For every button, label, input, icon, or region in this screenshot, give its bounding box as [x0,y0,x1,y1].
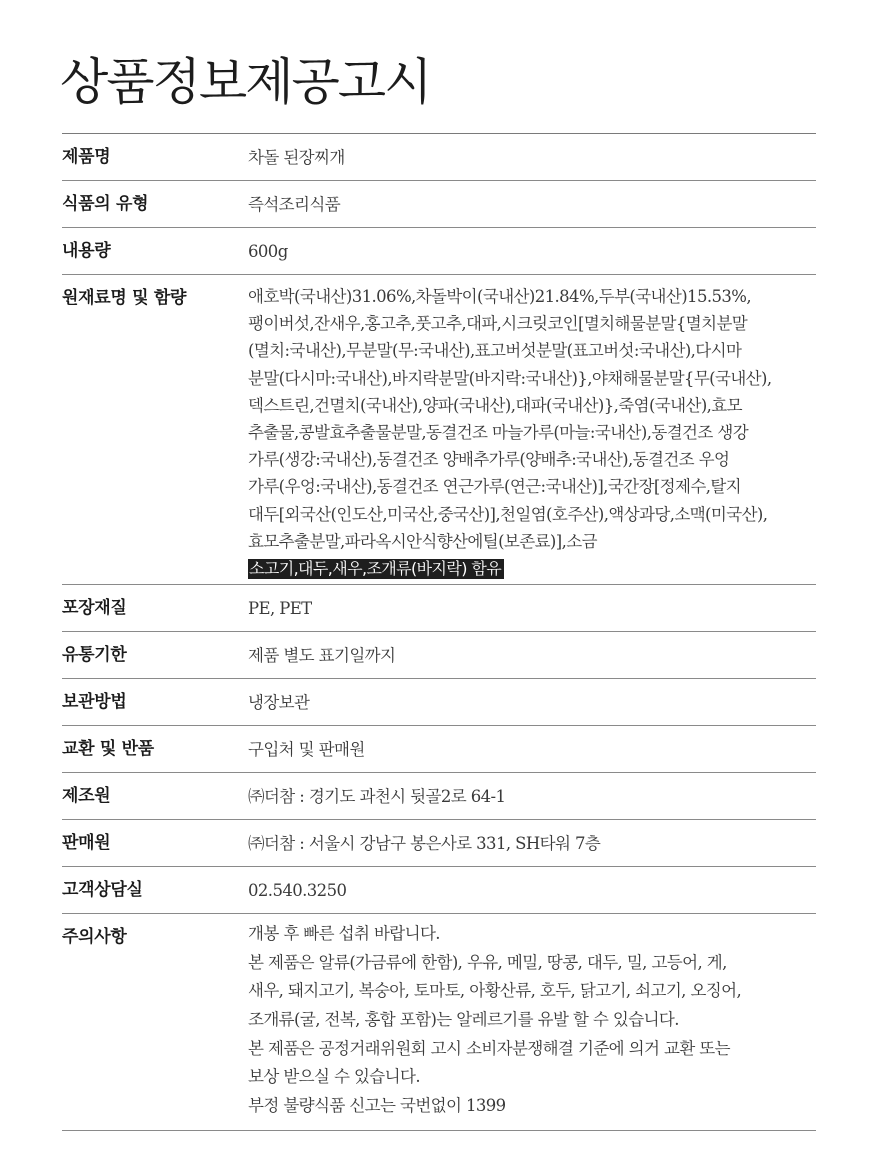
row-label: 제품명 [62,147,111,167]
ingredients-line: 가루(우엉:국내산),동결건조 연근가루(연근:국내산)],국간장[정제수,탈지 [248,477,742,497]
row-exchange-return [62,726,816,773]
allergen-highlight: 소고기,대두,새우,조개류(바지락) 함유 [248,559,504,579]
row-value: 구입처 및 판매원 [248,740,365,760]
ingredients-text [248,275,816,584]
precautions-text [248,914,816,1130]
ingredients-line: (멸치:국내산),무분말(무:국내산),표고버섯분말(표고버섯:국내산),다시마 [248,341,742,361]
row-net-content [62,228,816,275]
precaution-line: 조개류(굴, 전복, 홍합 포함)는 알레르기를 유발 할 수 있습니다. [248,1010,679,1030]
row-label: 교환 및 반품 [62,739,154,760]
row-label: 내용량 [62,241,111,261]
ingredients-line: 팽이버섯,잔새우,홍고추,풋고추,대파,시크릿코인[멸치해물분말{멸치분말 [248,314,748,334]
row-label: 유통기한 [62,645,127,666]
row-value: PE, PET [248,599,312,619]
precaution-line: 본 제품은 알류(가금류에 한함), 우유, 메밀, 땅콩, 대두, 밀, 고등어, 게, [248,952,727,972]
row-value: ㈜더참 : 서울시 강남구 봉은사로 331, SH타워 7층 [248,834,601,854]
row-label: 포장재질 [62,598,127,619]
row-food-type [62,181,816,228]
ingredients-line: 추출물,콩발효추출물분말,동결건조 마늘가루(마늘:국내산),동결건조 생강 [248,423,749,443]
precaution-line: 새우, 돼지고기, 복숭아, 토마토, 아황산류, 호두, 닭고기, 쇠고기, 오징어, [248,981,742,1001]
row-precautions [62,914,816,1131]
row-product-name [62,134,816,181]
row-value: 제품 별도 표기일까지 [248,646,396,666]
row-ingredients [62,275,816,585]
row-expiry [62,632,816,679]
precaution-line: 보상 받으실 수 있습니다. [248,1067,420,1087]
row-customer-center [62,867,816,914]
row-seller [62,820,816,867]
precaution-line: 개봉 후 빠른 섭취 바랍니다. [248,924,440,944]
row-label: 식품의 유형 [62,194,149,214]
ingredients-line: 가루(생강:국내산),동결건조 양배추가루(양배추:국내산),동결건조 우엉 [248,450,730,470]
precaution-line: 본 제품은 공정거래위원회 고시 소비자분쟁해결 기준에 의거 교환 또는 [248,1038,730,1058]
row-value: 600g [248,242,288,261]
row-label: 제조원 [62,786,111,807]
ingredients-line: 애호박(국내산)31.06%,차돌박이(국내산)21.84%,두부(국내산)15.53%, [248,287,752,306]
page-title: 상품정보제공고시 [60,53,431,111]
row-value: 즉석조리식품 [248,195,341,214]
customer-phone: 02.540.3250 [248,881,347,901]
row-manufacturer [62,773,816,820]
row-value: ㈜더참 : 경기도 과천시 뒷골2로 64-1 [248,787,506,807]
row-label: 보관방법 [62,692,127,713]
ingredients-line: 대두[외국산(인도산,미국산,중국산)],천일염(호주산),액상과당,소맥(미국산), [248,504,768,524]
row-label: 원재료명 및 함량 [62,288,187,308]
ingredients-line: 분말(다시마:국내산),바지락분말(바지락:국내산)},야채해물분말{무(국내산), [248,368,772,388]
product-info-table [62,133,816,1131]
row-label: 고객상담실 [62,880,143,901]
row-value: 냉장보관 [248,693,310,713]
precaution-line: 부정 불량식품 신고는 국번없이 1399 [248,1095,506,1115]
row-label: 주의사항 [62,927,127,948]
row-storage [62,679,816,726]
ingredients-line: 덱스트린,건멸치(국내산),양파(국내산),대파(국내산)},죽염(국내산),효모 [248,395,742,415]
row-packaging [62,585,816,632]
row-value: 차돌 된장찌개 [248,148,345,167]
row-label: 판매원 [62,833,111,854]
ingredients-line: 효모추출분말,파라옥시안식향산에틸(보존료)],소금 [248,531,597,551]
